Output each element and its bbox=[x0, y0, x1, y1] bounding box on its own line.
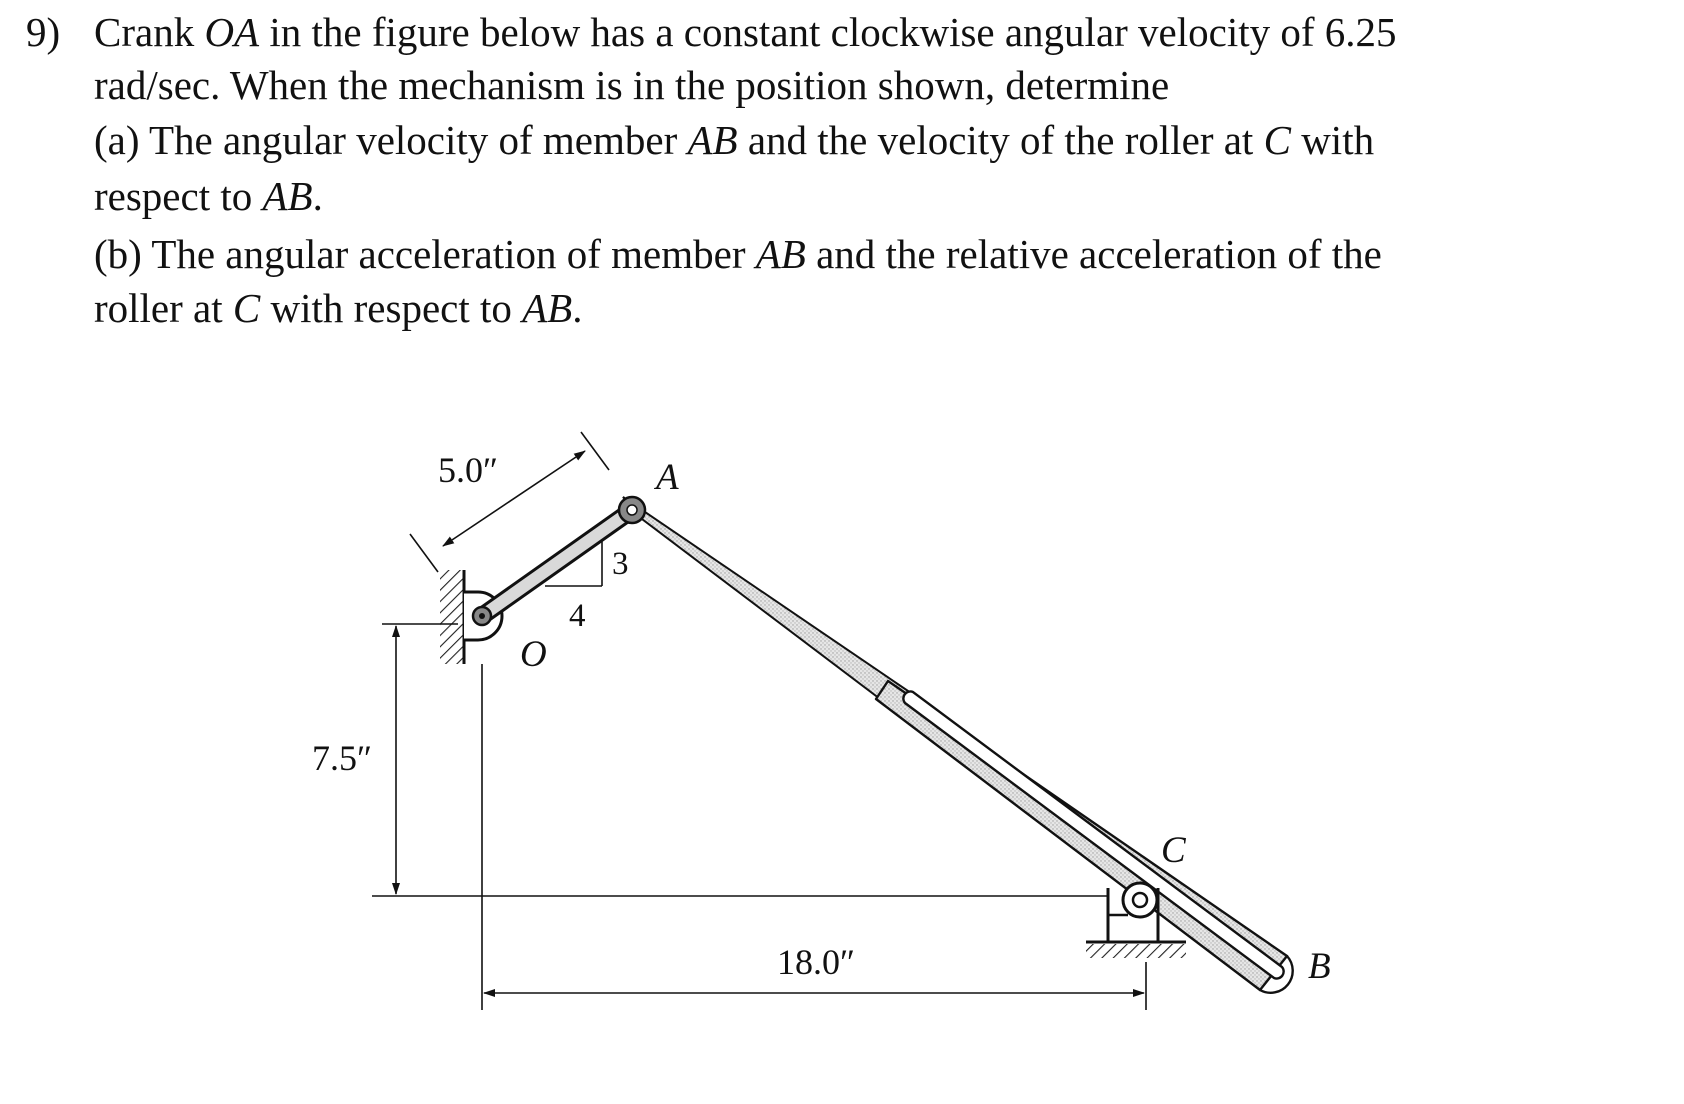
dim-oa-label: 5.0″ bbox=[438, 450, 498, 490]
problem-line-3: (a) The angular velocity of member AB and the velocity of the roller at C with bbox=[94, 117, 1375, 163]
problem-line-6: roller at C with respect to AB. bbox=[94, 285, 583, 331]
dim-width-label: 18.0″ bbox=[777, 942, 855, 982]
problem-number: 9) bbox=[26, 9, 61, 55]
crank-oa bbox=[482, 510, 632, 616]
label-b: B bbox=[1308, 946, 1331, 987]
pin-o bbox=[473, 607, 491, 625]
label-c: C bbox=[1161, 830, 1186, 871]
roller-c bbox=[1123, 883, 1157, 917]
problem-line-1: Crank OA in the figure below has a constant clockwise angular velocity of 6.25 bbox=[94, 9, 1397, 55]
problem-line-5: (b) The angular acceleration of member AB and the relative acceleration of the bbox=[94, 231, 1382, 277]
label-a: A bbox=[656, 457, 679, 498]
dim-height-label: 7.5″ bbox=[312, 738, 372, 778]
problem-line-2: rad/sec. When the mechanism is in the position shown, determine bbox=[94, 62, 1170, 108]
pin-a bbox=[619, 497, 645, 523]
problem-line-4: respect to AB. bbox=[94, 173, 323, 219]
slope-rise-label: 3 bbox=[612, 546, 629, 582]
label-o: O bbox=[520, 634, 547, 675]
link-ab bbox=[623, 497, 1293, 993]
slope-run-label: 4 bbox=[569, 598, 586, 634]
